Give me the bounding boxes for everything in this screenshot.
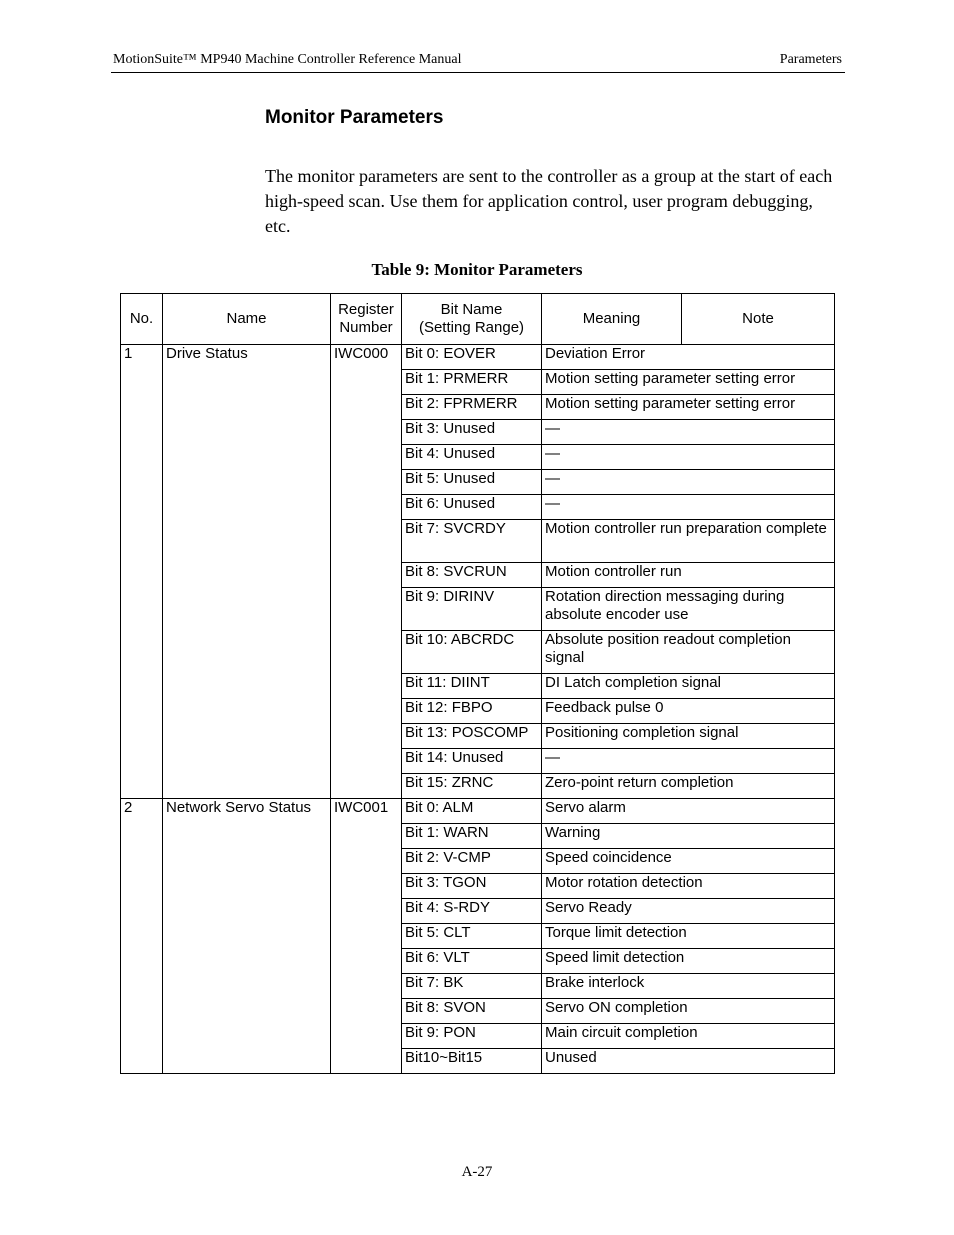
cell-register: IWC001 xyxy=(331,799,402,1074)
cell-bit-name: Bit 7: BK xyxy=(402,974,542,999)
cell-meaning: — xyxy=(542,445,835,470)
cell-bit-name: Bit 2: FPRMERR xyxy=(402,395,542,420)
col-header-name: Name xyxy=(163,294,331,345)
col-header-register-line1: Register xyxy=(338,301,394,318)
cell-bit-name: Bit 2: V-CMP xyxy=(402,849,542,874)
col-header-bit-name xyxy=(402,294,542,345)
intro-paragraph: The monitor parameters are sent to the controller as a group at the start of each high-speed scan. Use them for application control, user program debugging, etc. xyxy=(265,166,833,236)
cell-no: 2 xyxy=(121,799,163,1074)
cell-meaning: — xyxy=(542,470,835,495)
table-caption: Table 9: Monitor Parameters xyxy=(371,260,583,279)
header-section: Parameters xyxy=(779,52,842,67)
cell-meaning: Motion setting parameter setting error xyxy=(542,370,835,395)
cell-bit-name: Bit 3: Unused xyxy=(402,420,542,445)
cell-no: 1 xyxy=(121,345,163,799)
cell-name: Drive Status xyxy=(163,345,331,799)
cell-bit-name: Bit 9: PON xyxy=(402,1024,542,1049)
cell-meaning: Absolute position readout completion signal xyxy=(542,631,835,674)
cell-meaning: Servo alarm xyxy=(542,799,835,824)
cell-bit-name: Bit 3: TGON xyxy=(402,874,542,899)
cell-meaning: Main circuit completion xyxy=(542,1024,835,1049)
cell-bit-name: Bit 5: CLT xyxy=(402,924,542,949)
cell-bit-name: Bit 10: ABCRDC xyxy=(402,631,542,674)
table-row xyxy=(121,799,835,824)
cell-meaning: Motor rotation detection xyxy=(542,874,835,899)
cell-bit-name: Bit 8: SVON xyxy=(402,999,542,1024)
cell-meaning: Torque limit detection xyxy=(542,924,835,949)
cell-bit-name: Bit 8: SVCRUN xyxy=(402,563,542,588)
cell-bit-name: Bit 0: EOVER xyxy=(402,345,542,370)
cell-bit-name: Bit 1: WARN xyxy=(402,824,542,849)
cell-meaning: — xyxy=(542,420,835,445)
page-number: A-27 xyxy=(461,1164,493,1180)
cell-bit-name: Bit 6: Unused xyxy=(402,495,542,520)
table-body xyxy=(121,345,835,1074)
header-rule xyxy=(111,72,845,73)
cell-bit-name: Bit 4: S-RDY xyxy=(402,899,542,924)
cell-meaning: Warning xyxy=(542,824,835,849)
cell-meaning: Motion setting parameter setting error xyxy=(542,395,835,420)
cell-bit-name: Bit 9: DIRINV xyxy=(402,588,542,631)
cell-meaning: Feedback pulse 0 xyxy=(542,699,835,724)
col-header-meaning: Meaning xyxy=(542,294,682,345)
cell-meaning: — xyxy=(542,495,835,520)
cell-bit-name: Bit 4: Unused xyxy=(402,445,542,470)
table-row xyxy=(121,345,835,370)
cell-name: Network Servo Status xyxy=(163,799,331,1074)
cell-bit-name: Bit 0: ALM xyxy=(402,799,542,824)
cell-meaning: Motion controller run preparation complete xyxy=(542,520,835,563)
cell-meaning: Rotation direction messaging during absolute encoder use xyxy=(542,588,835,631)
table-header-row xyxy=(121,294,835,345)
cell-register: IWC000 xyxy=(331,345,402,799)
cell-meaning: Speed coincidence xyxy=(542,849,835,874)
cell-meaning: Servo ON completion xyxy=(542,999,835,1024)
cell-meaning: Motion controller run xyxy=(542,563,835,588)
cell-bit-name: Bit10~Bit15 xyxy=(402,1049,542,1074)
cell-meaning: DI Latch completion signal xyxy=(542,674,835,699)
monitor-parameters-table xyxy=(120,293,835,1074)
col-header-register xyxy=(331,294,402,345)
cell-bit-name: Bit 5: Unused xyxy=(402,470,542,495)
cell-meaning: Unused xyxy=(542,1049,835,1074)
cell-meaning: — xyxy=(542,749,835,774)
cell-meaning: Positioning completion signal xyxy=(542,724,835,749)
cell-bit-name: Bit 1: PRMERR xyxy=(402,370,542,395)
cell-bit-name: Bit 11: DIINT xyxy=(402,674,542,699)
cell-meaning: Servo Ready xyxy=(542,899,835,924)
cell-bit-name: Bit 7: SVCRDY xyxy=(402,520,542,563)
cell-bit-name: Bit 12: FBPO xyxy=(402,699,542,724)
cell-meaning: Brake interlock xyxy=(542,974,835,999)
cell-meaning: Deviation Error xyxy=(542,345,835,370)
col-header-note: Note xyxy=(682,294,835,345)
cell-bit-name: Bit 15: ZRNC xyxy=(402,774,542,799)
col-header-no: No. xyxy=(121,294,163,345)
col-header-register-line2: Number xyxy=(339,319,393,336)
cell-bit-name: Bit 14: Unused xyxy=(402,749,542,774)
header-title: MotionSuite™ MP940 Machine Controller Reference Manual xyxy=(113,52,462,67)
col-header-bit-line1: Bit Name xyxy=(440,301,503,318)
cell-meaning: Zero-point return completion xyxy=(542,774,835,799)
cell-bit-name: Bit 13: POSCOMP xyxy=(402,724,542,749)
section-title: Monitor Parameters xyxy=(265,107,444,128)
cell-bit-name: Bit 6: VLT xyxy=(402,949,542,974)
col-header-bit-line2: (Setting Range) xyxy=(418,319,525,336)
cell-meaning: Speed limit detection xyxy=(542,949,835,974)
